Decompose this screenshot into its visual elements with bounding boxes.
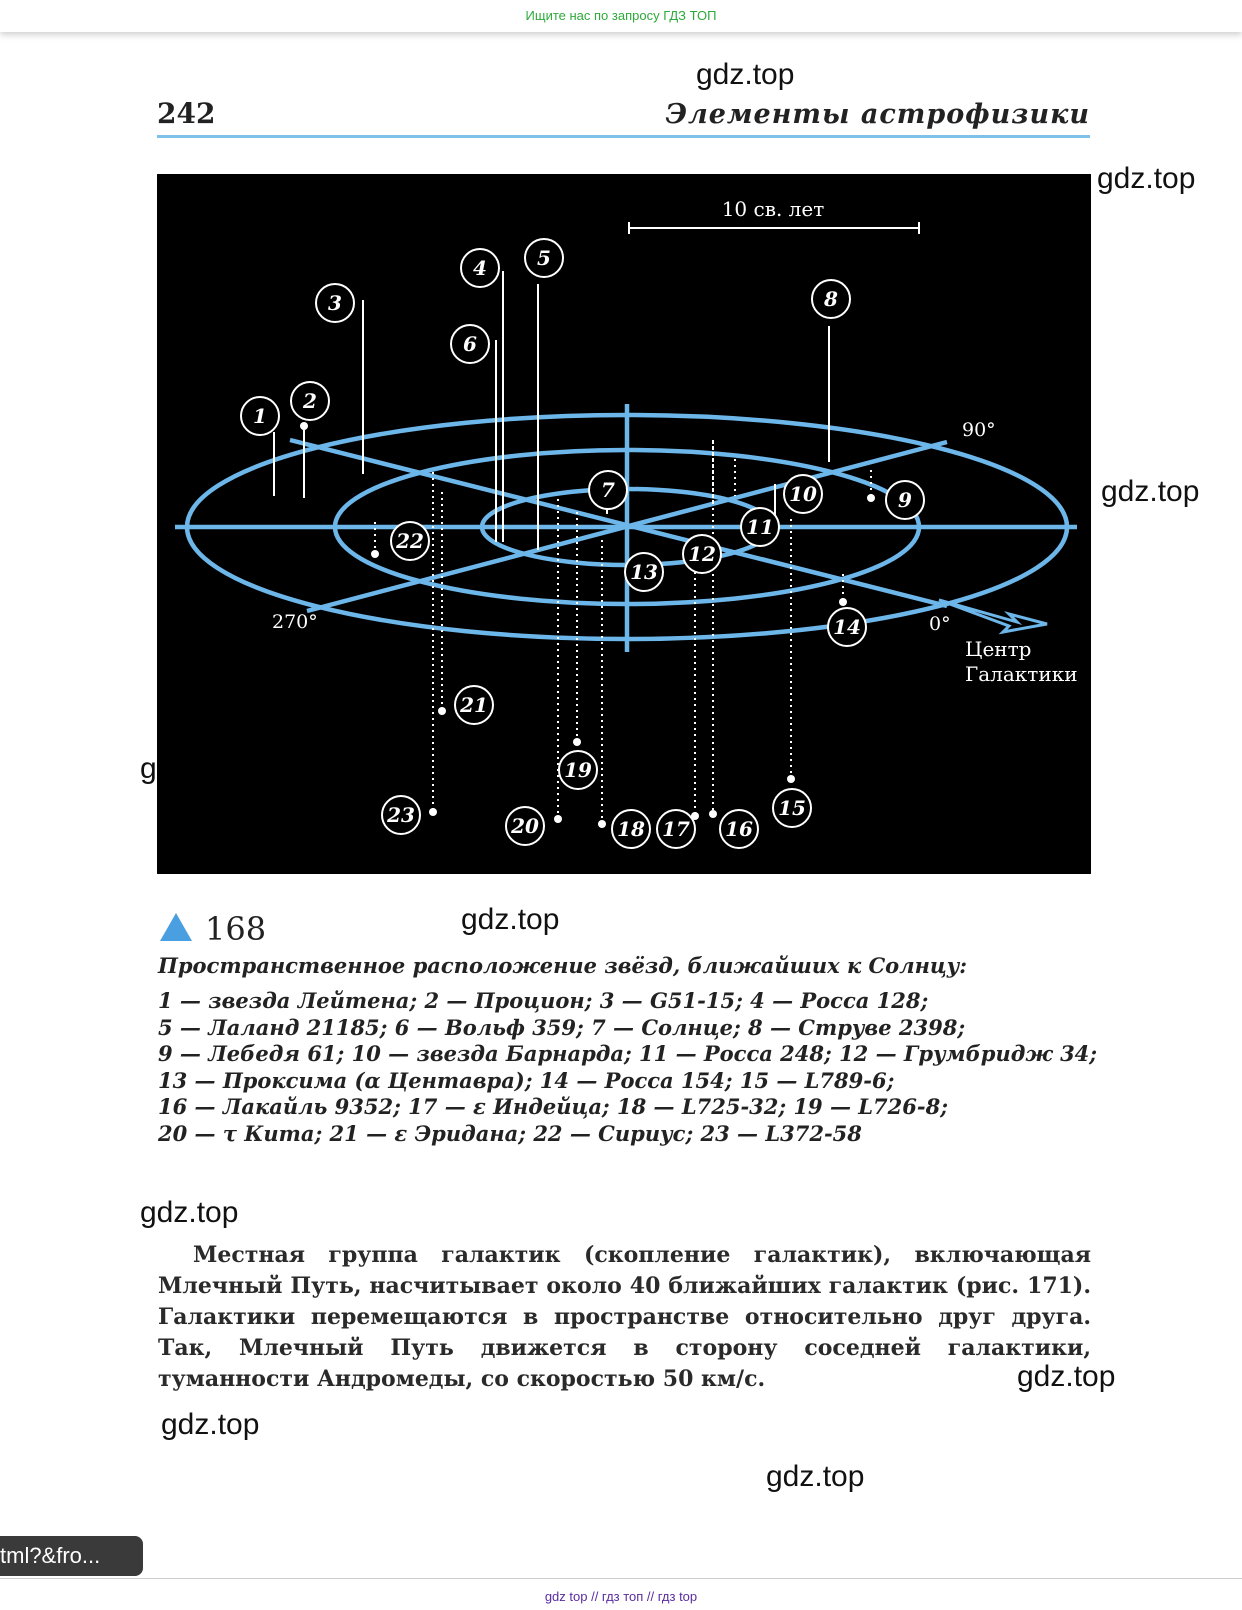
star-dot-2 xyxy=(300,422,308,430)
star-marker-label: 9 xyxy=(898,488,912,512)
figure-legend xyxy=(158,988,1097,1148)
star-dot-20 xyxy=(554,815,562,823)
direction-label-line2: Галактики xyxy=(965,662,1078,686)
watermark: gdz.top xyxy=(1101,475,1200,508)
star-marker-7 xyxy=(589,471,627,509)
body-paragraph: Местная группа галактик (скопление галактик), включающая Млечный Путь, насчитывает около 40 ближайших галактик (рис. 171). Галактики перемещаются в пространстве относительно друг друга. Так, Млечный Путь движется в сторону соседней галактики, туманности Андромеды, со скоростью 50 км/с. xyxy=(158,1242,1091,1392)
star-marker-17 xyxy=(657,810,695,848)
star-marker-label: 10 xyxy=(789,482,817,506)
scale-label: 10 св. лет xyxy=(721,197,825,221)
watermark: gdz.top xyxy=(1097,162,1196,195)
top-banner-text[interactable]: Ищите нас по запросу ГДЗ ТОП xyxy=(525,8,717,23)
star-marker-9 xyxy=(886,481,924,519)
chapter-title: Элементы астрофизики xyxy=(665,99,1090,130)
star-marker-label: 4 xyxy=(473,256,487,280)
star-marker-21 xyxy=(455,686,493,724)
page-number: 242 xyxy=(157,97,216,130)
scale-bar xyxy=(629,222,919,234)
watermark: gdz.top xyxy=(161,1408,260,1441)
star-marker-label: 6 xyxy=(463,332,477,356)
star-marker-11 xyxy=(741,508,779,546)
star-marker-label: 16 xyxy=(725,817,753,841)
figure-triangle-icon xyxy=(158,911,194,943)
star-marker-label: 5 xyxy=(537,246,551,270)
star-marker-18 xyxy=(612,810,650,848)
star-dot-19 xyxy=(573,738,581,746)
star-marker-label: 11 xyxy=(746,515,774,539)
star-marker-8 xyxy=(812,280,850,318)
star-marker-5 xyxy=(525,239,563,277)
star-marker-label: 21 xyxy=(460,693,488,717)
star-dot-23 xyxy=(429,808,437,816)
angle-label-90: 90° xyxy=(962,419,996,441)
star-marker-label: 7 xyxy=(601,478,615,502)
star-marker-label: 23 xyxy=(387,803,415,827)
star-dot-16 xyxy=(709,810,717,818)
star-marker-20 xyxy=(506,807,544,845)
star-marker-15 xyxy=(773,789,811,827)
star-marker-label: 12 xyxy=(688,542,716,566)
star-dot-14 xyxy=(839,598,847,606)
watermark-partial: g xyxy=(140,752,157,785)
star-marker-22 xyxy=(391,522,429,560)
star-marker-13 xyxy=(625,553,663,591)
star-marker-3 xyxy=(316,284,354,322)
star-dot-9 xyxy=(867,494,875,502)
url-tab[interactable]: tml?&fro... xyxy=(0,1536,143,1576)
legend-line: 1 — звезда Лейтена; 2 — Процион; 3 — G51-15; 4 — Росса 128; xyxy=(158,988,929,1013)
watermark: gdz.top xyxy=(461,903,560,936)
star-marker-label: 1 xyxy=(253,404,267,428)
star-marker-label: 22 xyxy=(396,529,424,553)
star-marker-6 xyxy=(451,325,489,363)
star-dot-21 xyxy=(438,707,446,715)
caption-title: Пространственное расположение звёзд, ближайших к Солнцу: xyxy=(158,953,968,978)
watermark: gdz.top xyxy=(1017,1360,1116,1393)
star-marker-label: 14 xyxy=(833,615,861,639)
top-banner xyxy=(0,0,1242,32)
legend-line: 5 — Лаланд 21185; 6 — Вольф 359; 7 — Солнце; 8 — Струве 2398; xyxy=(158,1014,966,1040)
star-marker-label: 15 xyxy=(778,796,806,820)
star-marker-2 xyxy=(291,382,329,420)
figure-number: 168 xyxy=(205,910,267,948)
star-marker-1 xyxy=(241,397,279,435)
star-marker-label: 18 xyxy=(617,817,645,841)
galactic-center-arrow xyxy=(939,600,1047,632)
angle-label-270: 270° xyxy=(272,611,318,633)
star-marker-label: 8 xyxy=(824,287,838,311)
star-marker-label: 3 xyxy=(328,291,342,315)
legend-line: 16 — Лакайль 9352; 17 — ε Индейца; 18 — L725-32; 19 — L726-8; xyxy=(158,1094,948,1120)
star-marker-label: 19 xyxy=(564,758,592,782)
star-marker-label: 17 xyxy=(662,817,690,841)
angle-label-0: 0° xyxy=(929,613,951,635)
star-marker-label: 20 xyxy=(511,814,539,838)
star-marker-23 xyxy=(382,796,420,834)
legend-line: 9 — Лебедя 61; 10 — звезда Барнарда; 11 — Росса 248; 12 — Грумбридж 34; xyxy=(158,1041,1098,1067)
header-divider xyxy=(157,135,1090,138)
bottom-links[interactable]: gdz top // гдз топ // гдз top xyxy=(544,1589,698,1604)
axis-diagonal-0-180 xyxy=(290,440,947,606)
star-marker-14 xyxy=(828,608,866,646)
watermark: gdz.top xyxy=(696,58,795,91)
star-marker-label: 13 xyxy=(630,560,658,584)
watermark: gdz.top xyxy=(140,1196,239,1229)
star-marker-label: 2 xyxy=(303,389,317,413)
star-marker-16 xyxy=(720,810,758,848)
star-marker-19 xyxy=(559,751,597,789)
legend-line: 13 — Проксима (α Центавра); 14 — Росса 154; 15 — L789-6; xyxy=(158,1067,895,1093)
star-marker-12 xyxy=(683,535,721,573)
direction-label-line1: Центр xyxy=(965,637,1032,661)
star-dot-18 xyxy=(598,820,606,828)
star-marker-10 xyxy=(784,475,822,513)
star-map-svg xyxy=(157,174,1091,874)
legend-line: 20 — τ Кита; 21 — ε Эридана; 22 — Сириус; 23 — L372-58 xyxy=(158,1120,862,1146)
star-map-figure xyxy=(157,174,1091,874)
watermark: gdz.top xyxy=(766,1460,865,1493)
star-marker-4 xyxy=(461,249,499,287)
star-dot-22 xyxy=(371,550,379,558)
star-dot-15 xyxy=(787,775,795,783)
bottom-divider xyxy=(0,1578,1242,1579)
